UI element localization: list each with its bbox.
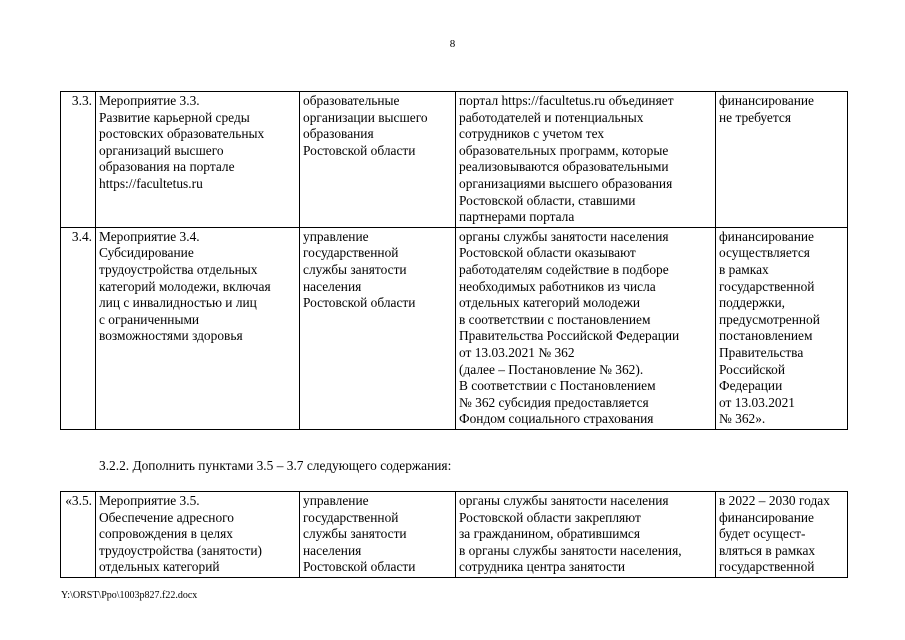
description-cell <box>456 92 716 228</box>
cell-line: органы службы занятости населения <box>459 228 669 244</box>
cell-line: управление <box>303 493 369 508</box>
cell-line: Ростовской области <box>303 559 416 575</box>
cell-line: В соответствии с Постановлением <box>459 378 656 394</box>
cell-line: образования на портале <box>99 159 235 175</box>
cell-line: Мероприятие 3.4. <box>99 228 200 244</box>
cell-line: трудоустройства (занятости) <box>99 542 262 558</box>
cell-line: осуществляется <box>719 245 810 261</box>
cell-line: государственной <box>303 245 399 261</box>
amendment-paragraph: 3.2.2. Дополнить пунктами 3.5 – 3.7 следующего содержания: <box>99 458 452 473</box>
cell-line: поддержки, <box>719 295 786 311</box>
cell-line: службы занятости <box>303 526 407 542</box>
cell-line: с ограниченными <box>99 311 200 327</box>
cell-line: вляться в рамках <box>719 542 816 558</box>
cell-line: в соответствии с постановлением <box>459 311 651 327</box>
cell-line: Правительства <box>719 344 804 360</box>
cell-line: в органы службы занятости населения, <box>459 542 682 558</box>
cell-line: (далее – Постановление № 362). <box>459 361 644 377</box>
table-row <box>61 227 848 429</box>
measures-table-1 <box>60 91 848 430</box>
cell-line: Мероприятие 3.3. <box>99 93 200 108</box>
measures-table-2 <box>60 491 848 578</box>
page-number: 8 <box>449 38 456 50</box>
cell-line: реализовываются образовательными <box>459 159 669 175</box>
cell-line: предусмотренной <box>719 311 820 327</box>
cell-line: партнерами портала <box>459 209 575 225</box>
cell-line: государственной <box>719 559 815 575</box>
cell-line: Правительства Российской Федерации <box>459 328 680 344</box>
cell-line: Субсидирование <box>99 245 194 261</box>
cell-line: сотрудника центра занятости <box>459 559 626 575</box>
cell-line: № 362». <box>719 411 766 427</box>
description-cell <box>456 492 716 578</box>
cell-line: Ростовской области <box>303 142 416 158</box>
financing-cell <box>716 492 848 578</box>
financing-cell <box>716 227 848 429</box>
cell-line: в 2022 – 2030 годах <box>719 493 830 508</box>
cell-line: категорий молодежи, включая <box>99 278 271 294</box>
cell-line: портал https://facultetus.ru объединяет <box>459 93 674 108</box>
cell-line: сотрудников с учетом тех <box>459 126 605 142</box>
cell-line: организациями высшего образования <box>459 175 673 191</box>
cell-line: Развитие карьерной среды <box>99 109 250 125</box>
cell-line: Обеспечение адресного <box>99 509 234 525</box>
cell-line: Ростовской области, ставшими <box>459 192 636 208</box>
event-cell <box>96 92 300 228</box>
num-cell: 3.3. <box>61 92 96 228</box>
event-cell <box>96 492 300 578</box>
cell-line: населения <box>303 278 362 294</box>
cell-line: Мероприятие 3.5. <box>99 493 200 508</box>
cell-line: образования <box>303 126 374 142</box>
financing-cell <box>716 92 848 228</box>
cell-line: отдельных категорий <box>99 559 220 575</box>
cell-line: лиц с инвалидностью и лиц <box>99 295 257 311</box>
cell-line: финансирование <box>719 93 814 108</box>
cell-line: образовательные <box>303 93 400 108</box>
cell-line: за гражданином, обратившимся <box>459 526 641 542</box>
cell-line: населения <box>303 542 362 558</box>
cell-line: от 13.03.2021 <box>719 394 795 410</box>
cell-line: органы службы занятости населения <box>459 493 669 508</box>
cell-line: постановлением <box>719 328 813 344</box>
cell-line: Ростовской области оказывают <box>459 245 636 261</box>
cell-line: государственной <box>303 509 399 525</box>
cell-line: службы занятости <box>303 261 407 277</box>
cell-line: образовательных программ, которые <box>459 142 669 158</box>
cell-line: государственной <box>719 278 815 294</box>
cell-line: сопровождения в целях <box>99 526 233 542</box>
executor-cell <box>300 227 456 429</box>
cell-line: № 362 субсидия предоставляется <box>459 394 649 410</box>
cell-line: Российской <box>719 361 785 377</box>
cell-line: работодателям содействие в подборе <box>459 261 669 277</box>
cell-line: трудоустройства отдельных <box>99 261 258 277</box>
cell-line: Фондом социального страхования <box>459 411 654 427</box>
event-cell <box>96 227 300 429</box>
cell-line: Федерации <box>719 378 783 394</box>
cell-line: управление <box>303 228 369 244</box>
cell-line: работодателей и потенциальных <box>459 109 644 125</box>
cell-line: ростовских образовательных <box>99 126 265 142</box>
cell-line: финансирование <box>719 509 814 525</box>
executor-cell <box>300 92 456 228</box>
description-cell <box>456 227 716 429</box>
num-cell: «3.5. <box>61 492 96 578</box>
cell-line: возможностями здоровья <box>99 328 243 344</box>
cell-line: организаций высшего <box>99 142 224 158</box>
executor-cell <box>300 492 456 578</box>
table-row <box>61 92 848 228</box>
cell-line: будет осущест- <box>719 526 806 542</box>
cell-line: от 13.03.2021 № 362 <box>459 344 575 360</box>
table-row <box>61 492 848 578</box>
file-path-footer: Y:\ORST\Ppo\1003p827.f22.docx <box>61 590 198 601</box>
cell-line: отдельных категорий молодежи <box>459 295 641 311</box>
cell-line: не требуется <box>719 109 791 125</box>
cell-line: необходимых работников из числа <box>459 278 656 294</box>
cell-line: финансирование <box>719 228 814 244</box>
cell-line: Ростовской области <box>303 295 416 311</box>
cell-line: в рамках <box>719 261 769 277</box>
cell-line: https://facultetus.ru <box>99 175 203 191</box>
num-cell: 3.4. <box>61 227 96 429</box>
cell-line: Ростовской области закрепляют <box>459 509 641 525</box>
cell-line: организации высшего <box>303 109 428 125</box>
